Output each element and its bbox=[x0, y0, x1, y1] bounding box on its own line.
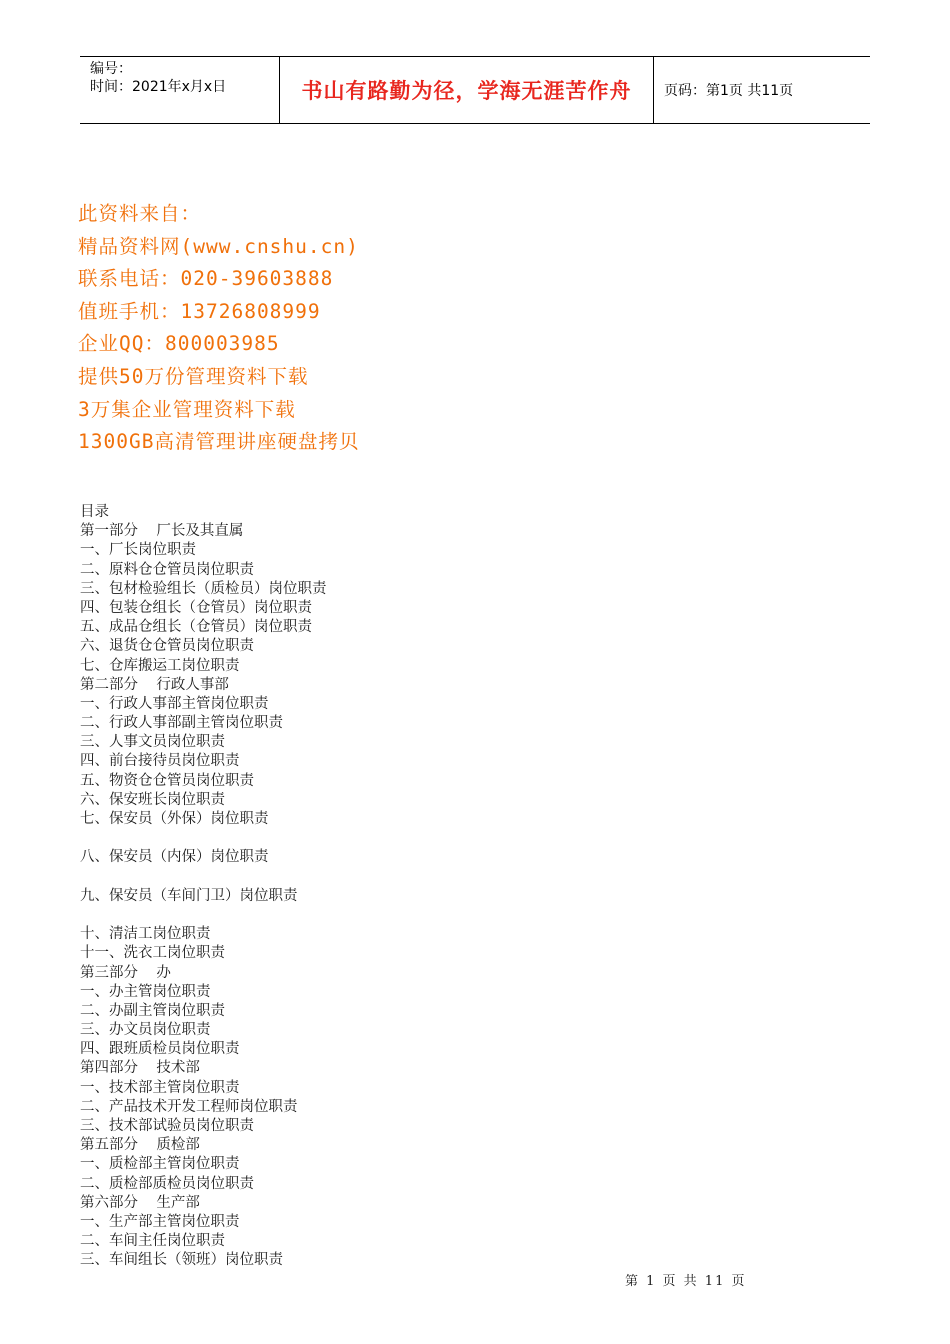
toc-item: 五、物资仓仓管员岗位职责 bbox=[80, 772, 254, 789]
toc-item: 四、前台接待员岗位职责 bbox=[80, 753, 240, 770]
toc-item: 七、保安员（外保）岗位职责 bbox=[80, 811, 269, 827]
toc-item: 一、质检部主管岗位职责 bbox=[80, 1156, 240, 1173]
source-line: 3万集企业管理资料下载 bbox=[78, 397, 296, 421]
header-motto: 书山有路勤为径，学海无涯苦作舟 bbox=[280, 57, 654, 123]
source-line: 联系电话：020-39603888 bbox=[78, 267, 334, 291]
toc-item: 第三部分 办 bbox=[80, 964, 171, 981]
toc-item: 一、技术部主管岗位职责 bbox=[80, 1079, 240, 1096]
toc-item: 二、质检部质检员岗位职责 bbox=[80, 1175, 254, 1192]
time-label: 时间：2021年x月x日 bbox=[90, 79, 227, 95]
toc-list bbox=[80, 522, 327, 1269]
toc-item: 五、成品仓组长（仓管员）岗位职责 bbox=[80, 619, 312, 636]
source-line: 精品资料网(www.cnshu.cn) bbox=[78, 234, 359, 258]
toc-item: 四、跟班质检员岗位职责 bbox=[80, 1041, 240, 1058]
toc-item: 十一、洗衣工岗位职责 bbox=[80, 945, 225, 962]
number-label: 编号： bbox=[90, 61, 132, 77]
toc-item: 三、技术部试验员岗位职责 bbox=[80, 1118, 254, 1134]
toc-item: 六、保安班长岗位职责 bbox=[80, 791, 225, 808]
toc-item: 第一部分 厂长及其直属 bbox=[80, 523, 244, 540]
toc-item: 第五部分 质检部 bbox=[80, 1137, 200, 1154]
toc-title: 目录 bbox=[80, 504, 109, 520]
toc-item: 六、退货仓仓管员岗位职责 bbox=[80, 638, 254, 655]
source-line: 企业QQ：800003985 bbox=[78, 332, 280, 356]
table-of-contents bbox=[80, 503, 327, 1269]
toc-item: 第二部分 行政人事部 bbox=[80, 676, 229, 693]
toc-item: 三、办文员岗位职责 bbox=[80, 1022, 211, 1039]
source-info-block bbox=[78, 198, 359, 459]
source-line: 值班手机：13726808999 bbox=[78, 299, 321, 323]
header-meta bbox=[80, 57, 280, 123]
toc-item: 二、产品技术开发工程师岗位职责 bbox=[80, 1098, 298, 1115]
toc-item: 二、行政人事部副主管岗位职责 bbox=[80, 715, 283, 732]
toc-item: 十、清洁工岗位职责 bbox=[80, 926, 211, 943]
toc-item: 二、原料仓仓管员岗位职责 bbox=[80, 561, 254, 578]
source-line: 提供50万份管理资料下载 bbox=[78, 364, 309, 388]
toc-item: 九、保安员（车间门卫）岗位职责 bbox=[80, 887, 298, 904]
toc-spacer bbox=[80, 829, 327, 848]
toc-spacer bbox=[80, 868, 327, 887]
source-line: 此资料来自： bbox=[78, 202, 202, 225]
toc-item: 一、办主管岗位职责 bbox=[80, 983, 211, 1000]
toc-item: 第四部分 技术部 bbox=[80, 1060, 200, 1077]
page-footer: 第 1 页 共 11 页 bbox=[625, 1274, 747, 1289]
toc-item: 三、车间组长（领班）岗位职责 bbox=[80, 1252, 283, 1269]
toc-item: 八、保安员（内保）岗位职责 bbox=[80, 849, 269, 866]
toc-item: 第六部分 生产部 bbox=[80, 1194, 200, 1211]
toc-item: 一、行政人事部主管岗位职责 bbox=[80, 695, 269, 712]
toc-item: 一、生产部主管岗位职责 bbox=[80, 1213, 240, 1230]
toc-item: 三、人事文员岗位职责 bbox=[80, 734, 225, 751]
toc-item: 二、车间主任岗位职责 bbox=[80, 1233, 225, 1250]
header-page-info: 页码：第1页 共11页 bbox=[664, 83, 794, 99]
toc-item: 一、厂长岗位职责 bbox=[80, 542, 196, 559]
toc-item: 四、包装仓组长（仓管员）岗位职责 bbox=[80, 599, 312, 616]
toc-item: 七、仓库搬运工岗位职责 bbox=[80, 657, 240, 674]
page-header bbox=[80, 56, 870, 124]
source-line: 1300GB高清管理讲座硬盘拷贝 bbox=[78, 430, 360, 454]
toc-item: 二、办副主管岗位职责 bbox=[80, 1002, 225, 1019]
toc-item: 三、包材检验组长（质检员）岗位职责 bbox=[80, 580, 327, 597]
toc-spacer bbox=[80, 906, 327, 925]
